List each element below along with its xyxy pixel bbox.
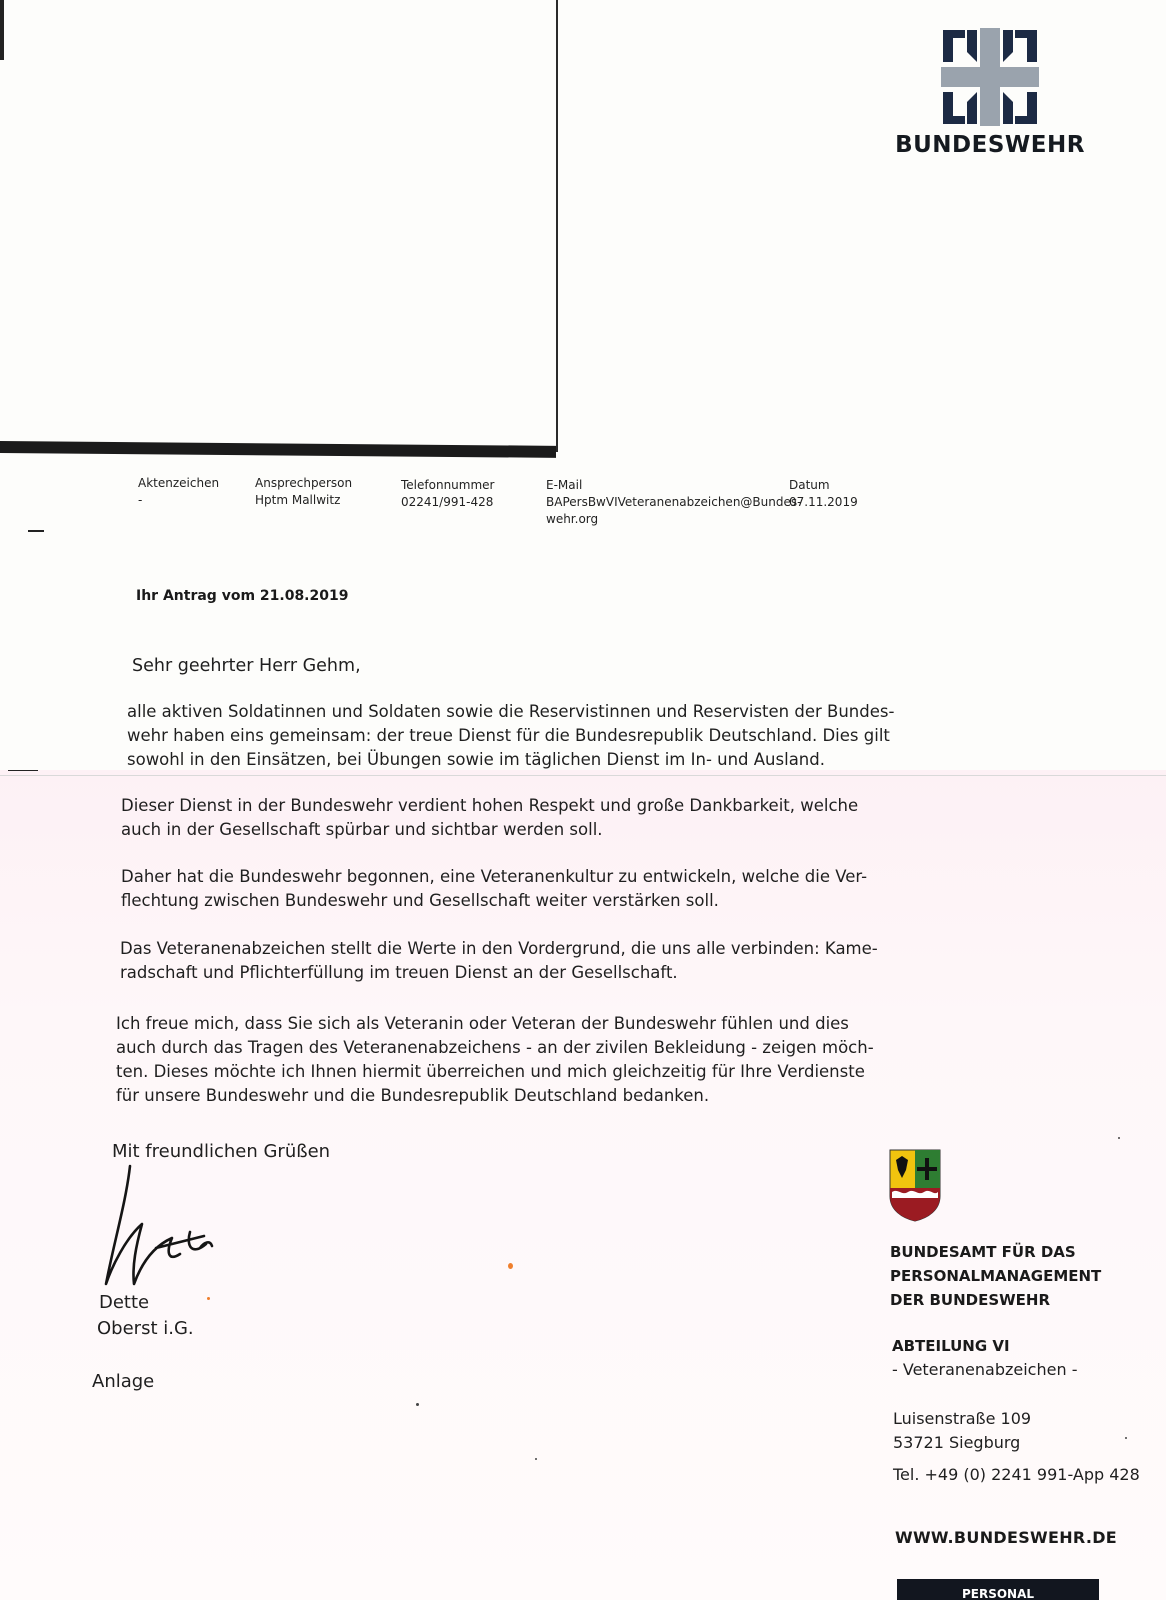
scan-speck (508, 1263, 513, 1269)
contact-value: Hptm Mallwitz (255, 493, 341, 507)
subject-line: Ihr Antrag vom 21.08.2019 (136, 588, 349, 604)
fold-mark (8, 770, 38, 771)
body-paragraph (120, 937, 878, 985)
department: ABTEILUNG VI (892, 1337, 1010, 1355)
paragraph-line: auch durch das Tragen des Veteranenabzeichens - an der zivilen Bekleidung - zeigen möch- (116, 1038, 874, 1057)
body-paragraph (121, 865, 868, 913)
envelope-window-frame (0, 0, 558, 452)
paragraph-line: Das Veteranenabzeichen stellt die Werte in den Vordergrund, die uns alle verbinden: Kame- (120, 939, 878, 958)
agency-line: PERSONALMANAGEMENT (890, 1267, 1102, 1285)
logo-wordmark: BUNDESWEHR (895, 132, 1085, 158)
paragraph-line: flechtung zwischen Bundeswehr und Gesellschaft weiter verstärken soll. (121, 891, 719, 910)
scan-speck (1118, 1137, 1120, 1139)
body-paragraph (116, 1012, 874, 1108)
agency-name (890, 1240, 1101, 1312)
paragraph-line: ten. Dieses möchte ich Ihnen hiermit überreichen und mich gleichzeitig für Ihre Verdienste (116, 1062, 865, 1081)
sender-phone: Tel. +49 (0) 2241 991-App 428 (893, 1465, 1140, 1484)
street-address: Luisenstraße 109 (893, 1409, 1032, 1428)
website-link[interactable]: WWW.BUNDESWEHR.DE (895, 1528, 1118, 1547)
paragraph-line: auch in der Gesellschaft spürbar und sichtbar werden soll. (121, 820, 603, 839)
paragraph-line: für unsere Bundeswehr und die Bundesrepublik Deutschland bedanken. (116, 1086, 710, 1105)
paragraph-line: Ich freue mich, dass Sie sich als Veteranin oder Veteran der Bundeswehr fühlen und dies (116, 1014, 849, 1033)
coat-of-arms-icon (888, 1148, 942, 1222)
paragraph-line: wehr haben eins gemeinsam: der treue Dienst für die Bundesrepublik Deutschland. Dies gilt (127, 726, 890, 745)
email-value-line2: wehr.org (546, 512, 599, 526)
handwritten-signature (96, 1162, 226, 1292)
agency-line: BUNDESAMT FÜR DAS (890, 1243, 1076, 1261)
bundeswehr-logo (893, 28, 1087, 158)
body-paragraph (121, 794, 861, 842)
scan-speck (1125, 1437, 1127, 1439)
scan-speck (535, 1458, 537, 1460)
paragraph-line: Dieser Dienst in der Bundeswehr verdient hohen Respekt und große Dankbarkeit, welche (121, 796, 859, 815)
paragraph-line: Daher hat die Bundeswehr begonnen, eine Veteranenkultur zu entwickeln, welche die Ver- (121, 867, 868, 886)
email-label: E-Mail (546, 478, 583, 492)
date-label: Datum (789, 478, 830, 492)
email-value-line1: BAPersBwVIVeteranenabzeichen@Bundes- (546, 495, 802, 509)
body-paragraph (127, 700, 895, 772)
salutation: Sehr geehrter Herr Gehm, (132, 656, 361, 676)
date-value: 07.11.2019 (789, 495, 858, 509)
enclosure-note: Anlage (92, 1371, 155, 1392)
personal-badge: PERSONAL (897, 1579, 1099, 1600)
paragraph-line: sowohl in den Einsätzen, bei Übungen sowie im täglichen Dienst im In- und Ausland. (127, 750, 825, 769)
city-address: 53721 Siegburg (893, 1433, 1021, 1452)
reference-label: Aktenzeichen (138, 476, 220, 490)
paragraph-line: alle aktiven Soldatinnen und Soldaten sowie die Reservistinnen und Reservisten der Bundes- (127, 702, 895, 721)
scan-speck (416, 1403, 419, 1406)
signer-name: Dette (99, 1292, 150, 1313)
fold-mark (28, 530, 44, 532)
paragraph-line: radschaft und Pflichterfüllung im treuen Dienst an der Gesellschaft. (120, 963, 678, 982)
fold-line (0, 775, 1166, 776)
contact-label: Ansprechperson (255, 476, 353, 490)
reference-value: - (138, 493, 143, 507)
department-subtitle: - Veteranenabzeichen - (892, 1360, 1078, 1379)
phone-value: 02241/991-428 (401, 495, 494, 509)
iron-cross-icon (941, 28, 1039, 126)
closing-phrase: Mit freundlichen Grüßen (112, 1141, 331, 1162)
phone-label: Telefonnummer (401, 478, 495, 492)
scan-speck (207, 1297, 210, 1300)
agency-line: DER BUNDESWEHR (890, 1291, 1051, 1309)
signer-rank: Oberst i.G. (97, 1318, 194, 1339)
